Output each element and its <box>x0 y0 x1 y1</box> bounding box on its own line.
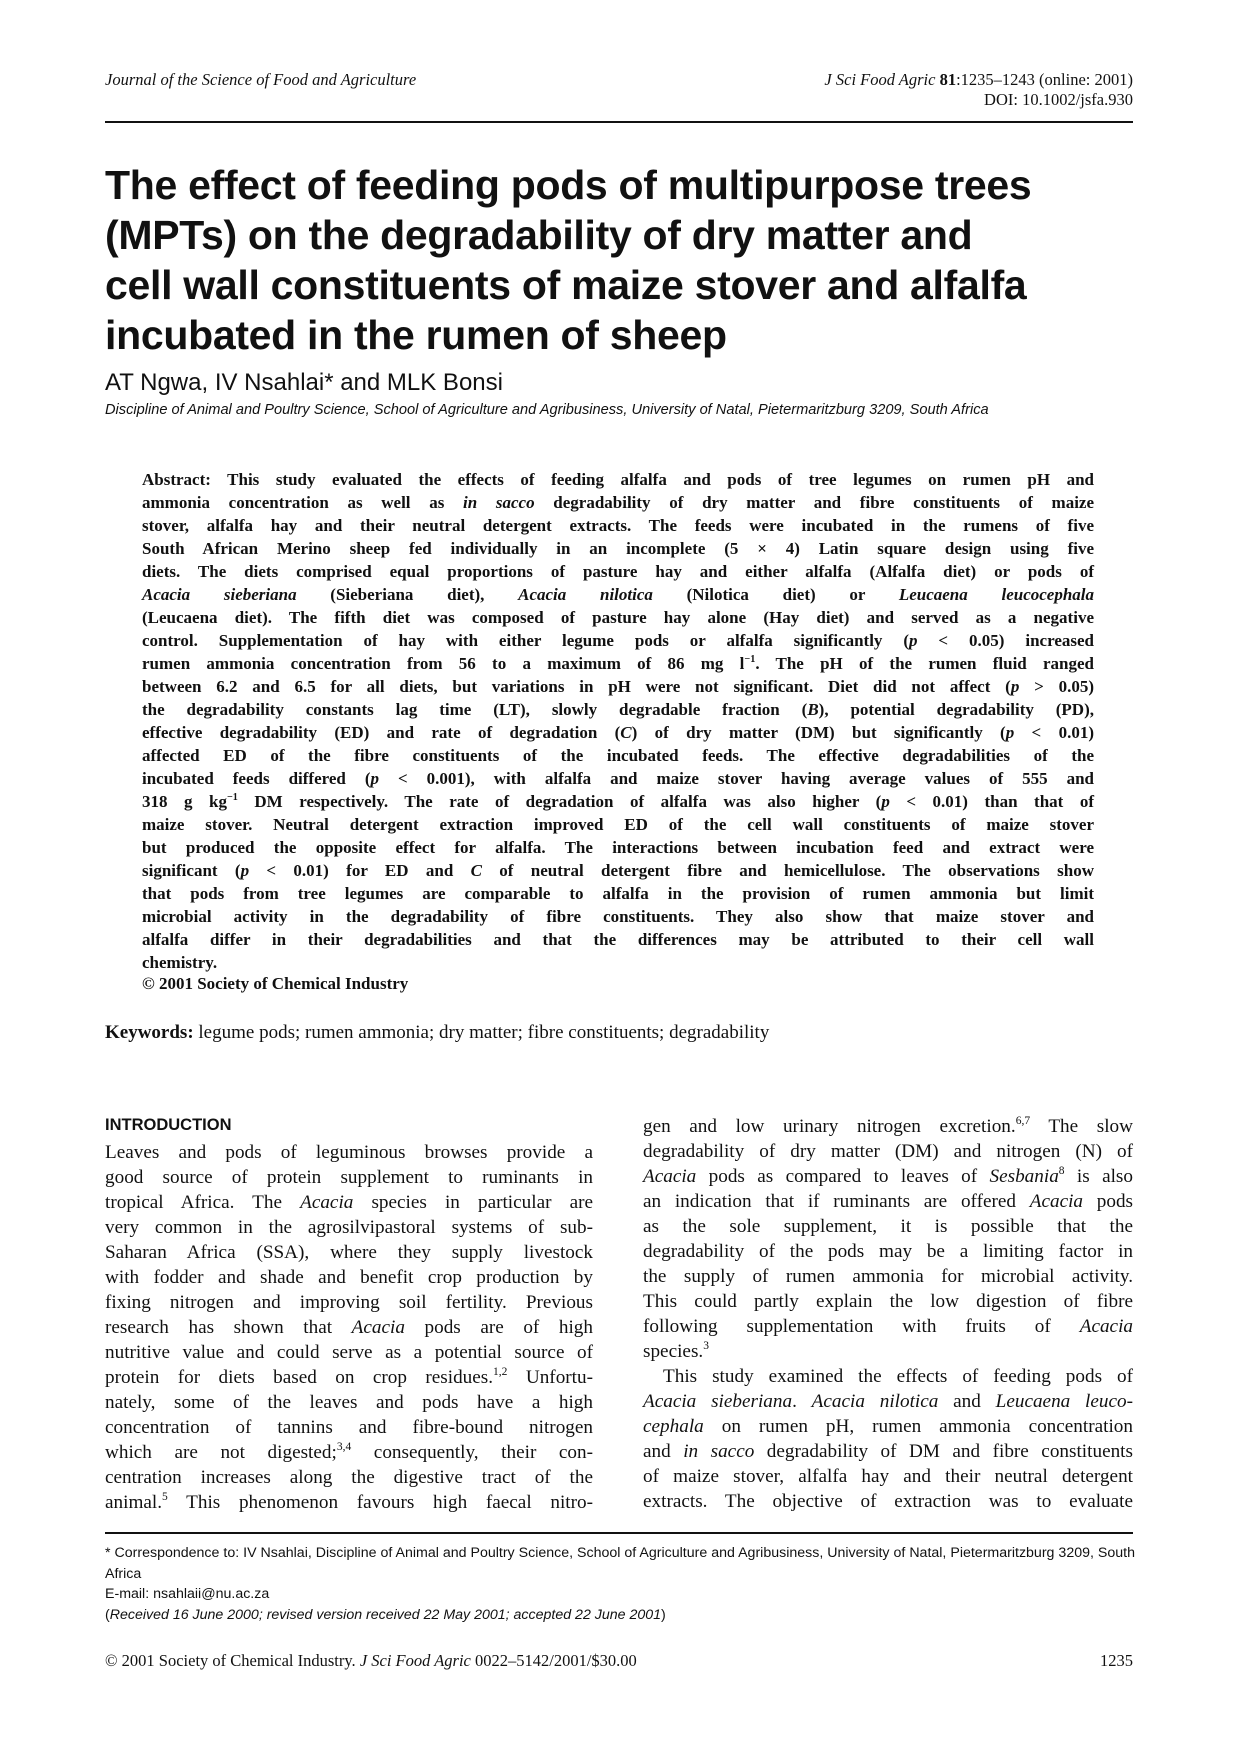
footer-issn: 0022–5142/2001/$30.00 <box>470 1651 637 1670</box>
text-segment: Acacia <box>300 1192 354 1213</box>
text-segment: Acacia nilotica <box>811 1391 939 1412</box>
text-segment: research has shown that <box>105 1317 352 1338</box>
text-segment: control. Supplementation of hay with either legume pods or alfalfa significantly ( <box>142 631 910 650</box>
text-line <box>643 1139 1133 1164</box>
citation-line <box>824 70 1133 90</box>
text-segment: extracts. The objective of extraction was to evaluate <box>643 1491 1133 1512</box>
text-segment: ammonia concentration as well as <box>142 493 464 512</box>
article-title <box>105 160 1145 360</box>
text-segment: > 0.05) <box>1019 677 1094 696</box>
text-line <box>105 1265 593 1290</box>
text-line <box>142 675 1094 698</box>
text-segment: alfalfa differ in their degradabilities and that the differences may be attributed to their cell wall <box>142 930 1094 949</box>
text-segment: with fodder and shade and benefit crop production by <box>105 1267 593 1288</box>
text-line <box>105 1315 593 1340</box>
text-segment: significant ( <box>142 861 241 880</box>
text-segment: diets. The diets comprised equal proportions of pasture hay and either alfalfa (Alfalfa diet) or pods of <box>142 562 1094 581</box>
text-line <box>105 1190 593 1215</box>
text-segment: but produced the opposite effect for alfalfa. The interactions between incubation feed and extract were <box>142 838 1094 857</box>
text-segment: < 0.05) increased <box>917 631 1094 650</box>
text-segment: on rumen pH, rumen ammonia concentration <box>703 1416 1133 1437</box>
title-line: incubated in the rumen of sheep <box>105 312 727 358</box>
received-dates: Received 16 June 2000; revised version received 22 May 2001; accepted 22 June 2001 <box>109 1606 662 1623</box>
text-segment: tropical Africa. The <box>105 1192 301 1213</box>
text-segment: This could partly explain the low digestion of fibre <box>643 1291 1133 1312</box>
text-segment: Acacia nilotica <box>518 585 653 604</box>
page-number: 1235 <box>1100 1651 1133 1670</box>
keywords-label: Keywords: <box>105 1022 194 1043</box>
text-line <box>643 1114 1133 1139</box>
text-segment: in sacco <box>683 1441 755 1462</box>
text-segment: 6,7 <box>1015 1114 1031 1127</box>
text-segment: . The pH of the rumen fluid ranged <box>755 654 1094 673</box>
text-segment: the degradability constants lag time (LT), slowly degradable fraction ( <box>142 700 808 719</box>
text-line <box>643 1464 1133 1489</box>
text-line <box>142 468 1094 491</box>
text-segment: pods as compared to leaves of <box>696 1166 990 1187</box>
text-segment: 3,4 <box>336 1440 352 1453</box>
text-line <box>142 560 1094 583</box>
keywords <box>105 1022 769 1044</box>
doi: DOI: 10.1002/jsfa.930 <box>984 90 1133 109</box>
text-segment: cephala <box>643 1416 704 1437</box>
text-segment: in sacco <box>463 493 535 512</box>
text-segment: species in particular are <box>353 1192 593 1213</box>
text-segment: Acacia <box>643 1166 697 1187</box>
text-line <box>142 744 1094 767</box>
footer-journal: J Sci Food Agric <box>359 1651 471 1670</box>
text-line <box>105 1340 593 1365</box>
text-line <box>643 1414 1133 1439</box>
text-line <box>142 836 1094 859</box>
text-line <box>643 1364 1133 1389</box>
title-line: The effect of feeding pods of multipurpose trees <box>105 162 1032 208</box>
text-segment: pods are of high <box>404 1317 593 1338</box>
text-segment: Acacia <box>351 1317 405 1338</box>
text-segment: p <box>370 769 379 788</box>
text-line <box>105 1140 593 1165</box>
text-line <box>142 652 1094 675</box>
text-segment: The slow <box>1030 1116 1134 1137</box>
text-segment: < 0.001), with alfalfa and maize stover having average values of 555 and <box>378 769 1094 788</box>
journal-name: Journal of the Science of Food and Agriculture <box>105 70 417 89</box>
text-segment: nately, some of the leaves and pods have a high <box>105 1392 593 1413</box>
text-segment: C <box>620 723 632 742</box>
text-segment: that pods from tree legumes are comparable to alfalfa in the provision of rumen ammonia but limit <box>142 884 1094 903</box>
citation-journal: J Sci Food Agric <box>824 70 936 89</box>
text-line <box>105 1415 593 1440</box>
text-segment: maize stover. Neutral detergent extraction improved ED of the cell wall constituents of maize stover <box>142 815 1094 834</box>
text-line <box>643 1264 1133 1289</box>
text-segment: p <box>1010 677 1020 696</box>
text-segment: centration increases along the digestive tract of the <box>105 1467 593 1488</box>
text-line <box>105 1290 593 1315</box>
text-segment: as the sole supplement, it is possible that the <box>643 1216 1133 1237</box>
email-note: E-mail: nsahlaii@nu.ac.za <box>105 1586 270 1602</box>
text-segment: Acacia <box>1029 1191 1084 1212</box>
text-segment: Leucaena leuco- <box>995 1391 1133 1412</box>
footnotes <box>105 1543 1135 1625</box>
text-line <box>105 1240 593 1265</box>
text-segment: gen and low urinary nitrogen excretion. <box>643 1116 1016 1137</box>
text-segment: degradability of dry matter and fibre constituents of maize <box>534 493 1095 512</box>
text-line <box>142 583 1094 606</box>
text-line <box>142 606 1094 629</box>
text-segment: 8 <box>1058 1164 1065 1177</box>
text-segment: Saharan Africa (SSA), where they supply livestock <box>105 1242 593 1263</box>
text-line <box>142 951 1094 974</box>
text-segment: Acacia <box>1079 1316 1133 1337</box>
text-segment: ) of dry matter (DM) but significantly ( <box>631 723 1006 742</box>
text-line <box>105 1440 593 1465</box>
text-segment: Acacia sieberiana <box>643 1391 793 1412</box>
text-segment: 5 <box>162 1490 168 1503</box>
text-line <box>643 1439 1133 1464</box>
text-line <box>142 790 1094 813</box>
text-segment: (Nilotica diet) or <box>652 585 899 604</box>
text-segment: rumen ammonia concentration from 56 to a maximum of 86 mg l <box>142 654 745 673</box>
text-line <box>142 721 1094 744</box>
text-segment: consequently, their con- <box>351 1442 593 1463</box>
text-segment: < 0.01) for ED and <box>249 861 471 880</box>
text-line <box>643 1214 1133 1239</box>
text-segment: fixing nitrogen and improving soil fertility. Previous <box>105 1292 593 1313</box>
text-segment: Leaves and pods of leguminous browses provide a <box>105 1142 593 1163</box>
text-segment: This phenomenon favours high faecal nitro- <box>167 1492 593 1513</box>
text-line <box>105 1465 593 1490</box>
text-segment: DM respectively. The rate of degradation of alfalfa was also higher ( <box>237 792 882 811</box>
citation-block <box>824 70 1133 110</box>
text-segment: p <box>1005 723 1015 742</box>
text-line <box>142 491 1094 514</box>
received-note: (Received 16 June 2000; revised version received 22 May 2001; accepted 22 June 2001) <box>105 1606 666 1623</box>
abstract <box>142 468 1094 974</box>
text-segment: < 0.01) <box>1014 723 1094 742</box>
text-segment: < 0.01) than that of <box>889 792 1094 811</box>
text-segment: between 6.2 and 6.5 for all diets, but variations in pH were not significant. Diet did not affect ( <box>142 677 1011 696</box>
text-line <box>643 1314 1133 1339</box>
text-segment: 318 g kg <box>142 792 227 811</box>
text-segment: incubated feeds differed ( <box>142 769 371 788</box>
text-segment: effective degradability (ED) and rate of degradation ( <box>142 723 621 742</box>
correspondence-note: * Correspondence to: IV Nsahlai, Discipline of Animal and Poultry Science, School of Agriculture and Agribusiness, University of Natal, Pietermaritzburg 3209, South Africa <box>105 1545 1135 1582</box>
text-line <box>142 905 1094 928</box>
text-line <box>643 1164 1133 1189</box>
text-segment: South African Merino sheep fed individually in an incomplete (5 × 4) Latin square design using five <box>142 539 1094 558</box>
text-segment: 3 <box>703 1339 709 1352</box>
text-segment: good source of protein supplement to ruminants in <box>105 1167 593 1188</box>
text-line <box>643 1239 1133 1264</box>
text-segment: nutritive value and could serve as a potential source of <box>105 1342 593 1363</box>
text-segment: animal. <box>105 1492 163 1513</box>
title-line: cell wall constituents of maize stover and alfalfa <box>105 262 1027 308</box>
text-segment: is also <box>1064 1166 1133 1187</box>
text-segment: Leucaena leucocephala <box>898 585 1095 604</box>
text-segment: protein for diets based on crop residues. <box>105 1367 494 1388</box>
text-line <box>142 537 1094 560</box>
text-segment: stover, alfalfa hay and their neutral detergent extracts. The feeds were incubated in the rumens of five <box>142 516 1094 535</box>
text-segment: p <box>240 861 250 880</box>
text-line <box>142 514 1094 537</box>
footer-copyright-text: © 2001 Society of Chemical Industry. <box>105 1651 360 1670</box>
authors: AT Ngwa, IV Nsahlai* and MLK Bonsi <box>105 369 503 396</box>
text-line <box>142 767 1094 790</box>
text-segment: microbial activity in the degradability of fibre constituents. They also show that maize stover and <box>142 907 1094 926</box>
text-segment: the supply of rumen ammonia for microbial activity. <box>643 1266 1133 1287</box>
text-line <box>142 928 1094 951</box>
text-segment: This study examined the effects of feeding pods of <box>663 1366 1133 1387</box>
text-segment: affected ED of the fibre constituents of the incubated feeds. The effective degradabilities of the <box>142 746 1094 765</box>
text-line <box>643 1489 1133 1514</box>
text-segment: chemistry. <box>142 953 218 972</box>
text-line <box>105 1390 593 1415</box>
text-segment: 1,2 <box>493 1365 508 1378</box>
text-line <box>105 1215 593 1240</box>
text-segment: ), potential degradability (PD), <box>818 700 1094 719</box>
text-segment: an indication that if ruminants are offered <box>643 1191 1030 1212</box>
footer-copyright <box>105 1651 637 1671</box>
text-segment: Abstract: This study evaluated the effects of feeding alfalfa and pods of tree legumes on rumen pH and <box>142 470 1094 489</box>
section-heading-introduction: INTRODUCTION <box>105 1116 232 1134</box>
text-segment: C <box>470 861 482 880</box>
keywords-text: legume pods; rumen ammonia; dry matter; fibre constituents; degradability <box>193 1022 770 1043</box>
text-line <box>142 629 1094 652</box>
text-segment: B <box>807 700 819 719</box>
text-line <box>142 859 1094 882</box>
text-segment: which are not digested; <box>105 1442 337 1463</box>
text-line <box>142 813 1094 836</box>
text-line <box>142 882 1094 905</box>
footnote-rule <box>105 1532 1133 1534</box>
text-segment: p <box>909 631 918 650</box>
text-segment: −1 <box>744 653 756 665</box>
text-line <box>142 698 1094 721</box>
text-line <box>643 1389 1133 1414</box>
text-line <box>643 1289 1133 1314</box>
text-segment: (Leucaena diet). The fifth diet was composed of pasture hay alone (Hay diet) and served as a negative <box>142 608 1094 627</box>
header-rule <box>105 121 1133 123</box>
text-line <box>105 1165 593 1190</box>
text-segment: degradability of the pods may be a limiting factor in <box>643 1241 1133 1262</box>
title-line: (MPTs) on the degradability of dry matter and <box>105 212 973 258</box>
text-line <box>105 1365 593 1390</box>
text-segment: following supplementation with fruits of <box>643 1316 1080 1337</box>
text-segment: p <box>881 792 890 811</box>
text-line <box>643 1339 1133 1364</box>
text-segment: very common in the agrosilvipastoral systems of sub- <box>105 1217 593 1238</box>
text-segment: and <box>643 1441 684 1462</box>
text-segment: species. <box>643 1341 704 1362</box>
citation-pages: :1235–1243 (online: 2001) <box>956 70 1133 89</box>
text-segment: degradability of dry matter (DM) and nitrogen (N) of <box>643 1141 1133 1162</box>
intro-left-column <box>105 1140 593 1515</box>
text-segment: degradability of DM and fibre constituents <box>754 1441 1133 1462</box>
text-line <box>105 1490 593 1515</box>
text-segment: of maize stover, alfalfa hay and their neutral detergent <box>643 1466 1133 1487</box>
text-segment: . <box>792 1391 812 1412</box>
abstract-copyright: © 2001 Society of Chemical Industry <box>142 974 409 993</box>
text-segment: concentration of tannins and fibre-bound nitrogen <box>105 1417 593 1438</box>
text-segment: Unfortu- <box>507 1367 593 1388</box>
affiliation: Discipline of Animal and Poultry Science, School of Agriculture and Agribusiness, University of Natal, Pietermaritzburg 3209, South Africa <box>105 402 989 418</box>
text-segment: pods <box>1083 1191 1134 1212</box>
text-segment: (Sieberiana diet), <box>296 585 519 604</box>
text-segment: −1 <box>226 791 238 803</box>
text-segment: Acacia sieberiana <box>142 585 297 604</box>
text-segment: of neutral detergent fibre and hemicellulose. The observations show <box>481 861 1094 880</box>
citation-volume: 81 <box>939 70 957 89</box>
text-segment: Sesbania <box>989 1166 1059 1187</box>
intro-right-column <box>643 1114 1133 1514</box>
text-segment: and <box>938 1391 996 1412</box>
text-line <box>643 1189 1133 1214</box>
